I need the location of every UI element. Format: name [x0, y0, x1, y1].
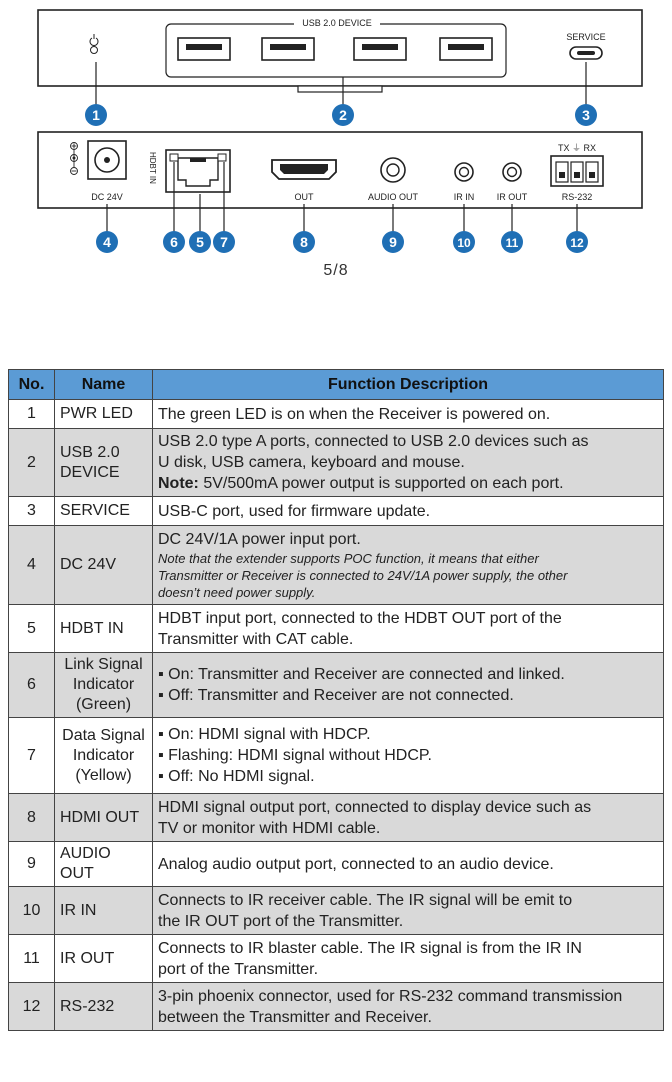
- row-name: [55, 887, 153, 935]
- header-name: Name: [55, 370, 153, 400]
- usb-port-4: [440, 38, 492, 60]
- row-description: [153, 526, 664, 605]
- row-name: [55, 497, 153, 526]
- callout-11: [501, 204, 523, 253]
- row-number: 11: [9, 935, 55, 983]
- bullet-item: [158, 685, 658, 706]
- row-name: [55, 983, 153, 1031]
- rear-panel: [38, 132, 642, 208]
- bullet-icon: ▪: [158, 666, 169, 683]
- description-line: TV or monitor with HDMI cable.: [158, 819, 381, 837]
- row-name-line: HDBT IN: [60, 619, 124, 637]
- row-name: [55, 605, 153, 653]
- data-led-icon: [218, 154, 226, 161]
- row-description: [153, 653, 664, 718]
- bullet-text: Off: No HDMI signal.: [168, 768, 315, 785]
- table-row: [9, 718, 664, 794]
- ir-in-jack: [455, 163, 473, 181]
- note-line: [158, 473, 658, 494]
- description-line: Connects to IR blaster cable. The IR signal is from the IR IN: [158, 939, 582, 957]
- row-name: [55, 842, 153, 887]
- bullet-icon: ▪: [158, 768, 169, 785]
- callout-number: 1: [92, 107, 100, 123]
- table-row: [9, 887, 664, 935]
- usb-port-2: [262, 38, 314, 60]
- table-row: [9, 497, 664, 526]
- hdbt-label: HDBT IN: [148, 152, 157, 184]
- header-description: Function Description: [153, 370, 664, 400]
- row-description: [153, 718, 664, 794]
- row-name: [55, 400, 153, 429]
- bullet-text: Flashing: HDMI signal without HDCP.: [168, 747, 432, 764]
- note-text: 5V/500mA power output is supported on each port.: [198, 475, 564, 492]
- row-number: 1: [9, 400, 55, 429]
- audio-out-label: AUDIO OUT: [367, 192, 419, 202]
- description-line: U disk, USB camera, keyboard and mouse.: [158, 454, 465, 471]
- bullet-text: On: HDMI signal with HDCP.: [168, 726, 371, 743]
- table-header-row: [9, 370, 664, 400]
- row-name-line: Indicator: [72, 746, 135, 764]
- hdmi-port: [272, 160, 336, 179]
- bullet-icon: ▪: [158, 726, 169, 743]
- callout-number: 9: [389, 234, 397, 250]
- row-description: [153, 983, 664, 1031]
- row-description: [153, 605, 664, 653]
- bullet-item: [158, 745, 658, 766]
- row-number: 6: [9, 653, 55, 718]
- callout-number: 4: [103, 234, 111, 250]
- rs232-label: RS-232: [561, 192, 593, 202]
- rs232-pins-label: TX ⏚ RX: [557, 143, 597, 153]
- bullet-icon: ▪: [158, 747, 169, 764]
- table-body: [9, 400, 664, 1031]
- description-line: port of the Transmitter.: [158, 960, 319, 978]
- row-name: [55, 429, 153, 497]
- row-number: 5: [9, 605, 55, 653]
- row-description: [153, 794, 664, 842]
- italic-note-line: Note that the extender supports POC function, it means that either: [158, 551, 539, 566]
- bullet-icon: ▪: [158, 687, 169, 704]
- row-name-line: USB 2.0: [60, 443, 120, 461]
- row-name-line: (Green): [75, 696, 132, 713]
- row-number: 2: [9, 429, 55, 497]
- italic-note-line: Transmitter or Receiver is connected to 24V/1A power supply, the other: [158, 568, 568, 583]
- table-row: [9, 794, 664, 842]
- callout-12: [566, 204, 588, 253]
- row-name-line: AUDIO OUT: [60, 845, 111, 882]
- callout-number: 11: [505, 236, 519, 250]
- rs232-phoenix-connector: [551, 156, 603, 186]
- row-name-line: Data Signal: [62, 726, 145, 744]
- table-row: [9, 526, 664, 605]
- callout-number: 3: [582, 107, 590, 123]
- callout-10: [453, 204, 475, 253]
- device-panel-diagram: [0, 0, 672, 300]
- row-name-line: PWR LED: [60, 405, 133, 422]
- row-name-line: Link Signal: [64, 656, 143, 673]
- row-name-line: RS-232: [60, 997, 115, 1015]
- row-description: [153, 935, 664, 983]
- callout-number: 10: [457, 236, 471, 250]
- row-name-line: (Yellow): [75, 766, 132, 784]
- row-number: 7: [9, 718, 55, 794]
- out-label: OUT: [294, 192, 314, 202]
- row-name-line: HDMI OUT: [60, 808, 140, 826]
- header-no: No.: [9, 370, 55, 400]
- row-name-line: IR IN: [60, 901, 97, 919]
- callout-number: 5: [196, 234, 204, 250]
- front-panel: [38, 10, 642, 92]
- description-line: between the Transmitter and Receiver.: [158, 1008, 432, 1026]
- row-name: [55, 526, 153, 605]
- usb-c-port-icon: [570, 47, 602, 59]
- callout-number: 8: [300, 234, 308, 250]
- usb-port-3: [354, 38, 406, 60]
- callout-8: [293, 204, 315, 253]
- row-number: 10: [9, 887, 55, 935]
- page-number: 5/8: [323, 262, 349, 279]
- bullet-item: [158, 724, 658, 745]
- callout-4: [96, 204, 118, 253]
- callout-number: 12: [570, 236, 584, 250]
- description-line: USB 2.0 type A ports, connected to USB 2.0 devices such as: [158, 433, 589, 450]
- row-number: 9: [9, 842, 55, 887]
- table-row: [9, 605, 664, 653]
- description-line: Transmitter with CAT cable.: [158, 630, 354, 648]
- description-line: USB-C port, used for firmware update.: [158, 502, 431, 520]
- ir-in-label: IR IN: [453, 192, 475, 202]
- table-row: [9, 653, 664, 718]
- row-name: [55, 794, 153, 842]
- description-line: DC 24V/1A power input port.: [158, 531, 361, 548]
- row-description: [153, 497, 664, 526]
- description-line: HDBT input port, connected to the HDBT OUT port of the: [158, 609, 562, 627]
- bullet-item: [158, 766, 658, 787]
- description-line: Analog audio output port, connected to an audio device.: [158, 855, 554, 873]
- italic-note-line: doesn’t need power supply.: [158, 585, 316, 600]
- description-line: The green LED is on when the Receiver is powered on.: [158, 405, 551, 423]
- service-label: SERVICE: [566, 32, 606, 42]
- callout-number: 2: [339, 107, 347, 123]
- description-line: the IR OUT port of the Transmitter.: [158, 912, 404, 930]
- usb-group-label: USB 2.0 DEVICE: [302, 18, 372, 28]
- row-name: [55, 718, 153, 794]
- note-label: Note:: [158, 475, 199, 492]
- bullet-item: [158, 664, 658, 685]
- row-number: 8: [9, 794, 55, 842]
- callout-number: 7: [220, 234, 228, 250]
- row-name-line: SERVICE: [60, 502, 130, 519]
- link-led-icon: [170, 154, 178, 161]
- row-name-line: IR OUT: [60, 949, 115, 967]
- row-name: [55, 935, 153, 983]
- row-number: 4: [9, 526, 55, 605]
- row-name: [55, 653, 153, 718]
- bullet-text: On: Transmitter and Receiver are connected and linked.: [168, 666, 565, 683]
- row-number: 3: [9, 497, 55, 526]
- row-name-line: Indicator: [72, 676, 135, 693]
- table-row: [9, 983, 664, 1031]
- audio-out-jack: [381, 158, 405, 182]
- dc-jack-port: [88, 141, 126, 179]
- bullet-text: Off: Transmitter and Receiver are not connected.: [168, 687, 514, 704]
- table-row: [9, 935, 664, 983]
- row-description: [153, 842, 664, 887]
- row-number: 12: [9, 983, 55, 1031]
- table-row: [9, 429, 664, 497]
- usb-port-1: [178, 38, 230, 60]
- row-name-line: DC 24V: [60, 556, 117, 573]
- row-name-line: DEVICE: [60, 463, 120, 481]
- row-description: [153, 400, 664, 429]
- table-row: [9, 842, 664, 887]
- callout-9: [382, 204, 404, 253]
- table-row: [9, 400, 664, 429]
- description-line: 3-pin phoenix connector, used for RS-232 command transmission: [158, 987, 623, 1005]
- ir-out-label: IR OUT: [496, 192, 528, 202]
- callout-number: 6: [170, 234, 178, 250]
- description-line: Connects to IR receiver cable. The IR signal will be emit to: [158, 891, 573, 909]
- row-description: [153, 887, 664, 935]
- function-table: [8, 369, 664, 1031]
- ir-out-jack: [503, 163, 521, 181]
- row-description: [153, 429, 664, 497]
- description-line: HDMI signal output port, connected to display device such as: [158, 798, 592, 816]
- dc-label: DC 24V: [91, 192, 123, 202]
